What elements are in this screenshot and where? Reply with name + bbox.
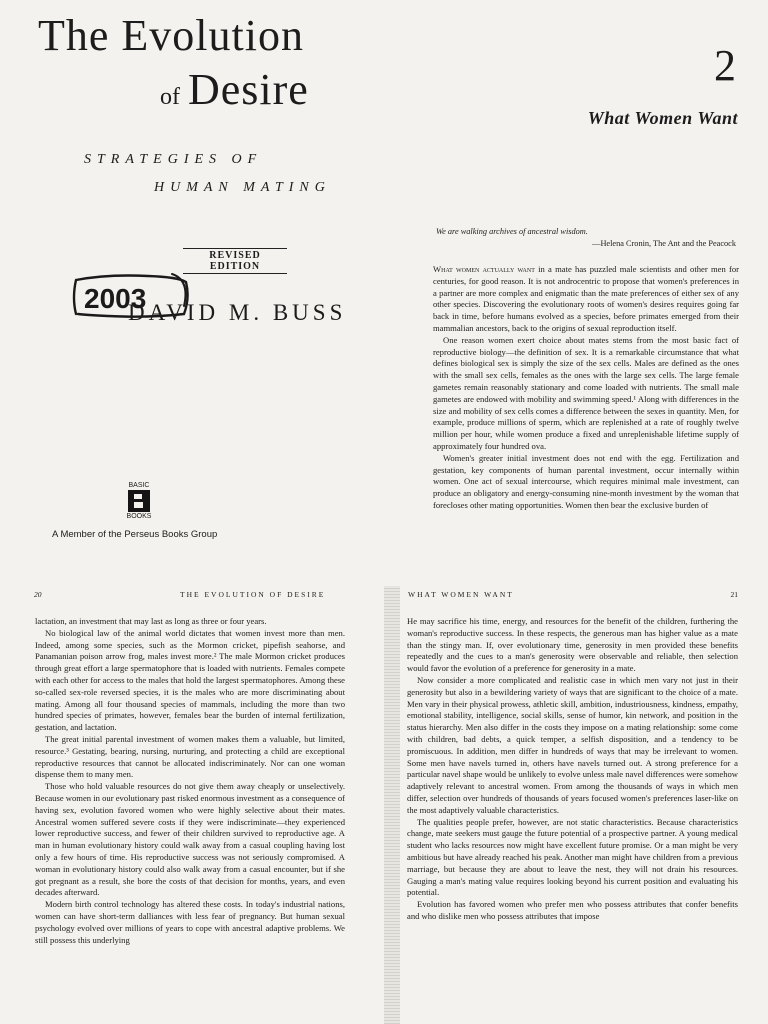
subtitle-line-1: STRATEGIES OF [84,152,263,167]
subtitle-line-2: HUMAN MATING [154,180,331,195]
publisher-logo [124,482,154,520]
paragraph: Modern birth control technology has altered these costs. In today's industrial nations, women can have short-term dalliances with less fear of pregnancy. But human sexual psychology evolved over millions of years to cope with ancestral adaptive problems. We still possess this underlying [35,899,345,945]
page-21 [384,586,768,1024]
paragraph: lactation, an investment that may last as long as three or four years. [35,616,267,626]
running-head: THE EVOLUTION OF DESIRE [180,590,326,599]
page-body-text [35,616,345,946]
scan-gutter-shadow [384,586,400,1024]
epigraph [436,226,736,250]
logo-books-text: BOOKS [126,513,152,520]
epigraph-attribution: —Helena Cronin, The Ant and the Peacock [592,239,736,248]
page-number: 20 [34,590,42,599]
publisher-member-line: A Member of the Perseus Books Group [52,529,218,540]
chapter-title: What Women Want [587,108,738,128]
running-head: WHAT WOMEN WANT [408,590,514,599]
edition-label: REVISED EDITION [183,248,287,274]
author-name: DAVID M. BUSS [128,300,347,325]
paragraph: Now consider a more complicated and realistic case in which men vary not just in their generosity but also in a bewildering variety of ways that are significant to the choice of a mate. Men vary in their physical prowess, athletic skill, ambition, industriousness, kindness, empathy, emotional stability, intelligence, social skills, sense of humor, kin network, and position in the status hierarchy. Men also differ in the costs they impose on a mating relationship: some come with children, bad debts, a quick temper, a selfish disposition, and a tendency to be promiscuous. In addition, men differ in hundreds of ways that may be irrelevant to women. Some men have navels turned in, others have navels turned out. A strong preference for a particular navel shape would be unlikely to evolve unless male navel differences were somehow adaptively relevant to ancestral women. From among the thousands of ways in which men differ, selection over hundreds of thousands of years focused women's preferences laser-like on the most adaptively valuable characteristics. [407,674,738,815]
book-title-line-2 [160,66,309,121]
chapter-opening-page [384,0,768,586]
chapter-number: 2 [714,41,736,90]
book-title-of: of [160,84,180,110]
page-number: 21 [730,590,738,599]
paragraph: Evolution has favored women who prefer men who possess attributes that confer benefits and who dislike men who possess attributes that impose [407,899,738,921]
chapter-body-text [433,264,739,512]
book-title-line-1: The Evolution [38,11,304,60]
handwritten-year-text: 2003 [84,283,147,314]
paragraph: Women's greater initial investment does not end with the egg. Fertilization and gestation, key components of human parental investment, occur internally within women. One act of sexual intercourse, which requires minimal male investment, can produce an obligatory and energy-consuming nine-month investment by the woman that forecloses other mating opportunities. Women then bear the exclusive burden of [433,452,739,510]
paragraph: The great initial parental investment of women makes them a valuable, but limited, resource.³ Gestating, bearing, nursing, nurturing, and protecting a child are exceptional reproductive resources that cannot be allocated indiscriminately. Nor can one woman dispense them to many men. [35,733,345,780]
epigraph-quote: We are walking archives of ancestral wisdom. [436,227,588,236]
paragraph: One reason women exert choice about mates stems from the most basic fact of reproductive biology—the definition of sex. It is a remarkable circumstance that what defines biological sex is simply the size of the sex cells. Males are defined as the ones with the small sex cells, females as the ones with the large sex cells. The large female gametes remain reasonably stationary and come loaded with nutrients. The small male gametes are endowed with mobility and swimming speed.¹ Along with differences in the size and mobility of sex cells comes a difference between the sexes in quantity. Men, for example, produce millions of sperm, which are replenished at a rate of roughly twelve million per hour, while women produce a fixed and unreplenishable lifetime supply of approximately four hundred ova. [433,334,739,451]
page-body-text [407,616,738,923]
opening-small-caps: What women actually want [433,264,535,274]
page-20 [0,586,384,1024]
paragraph: Those who hold valuable resources do not give them away cheaply or unselectively. Because women in our evolutionary past risked enormous investment as a consequence of having sex, evolution favored women who were highly selective about their mates. Ancestral women suffered severe costs if they were indiscriminate—they experienced lower reproductive success, and fewer of their children survived to reproductive age. A man in human evolutionary history could walk away from a casual coupling having lost only a few hours of time. His reproductive success was not seriously compromised. A woman in evolutionary history could also walk away from a casual encounter, but if she got pregnant as a result, she bore the costs of that decision for months, years, and even decades afterward. [35,781,345,898]
paragraph [433,264,739,335]
paragraph: No biological law of the animal world dictates that women invest more than men. Indeed, among some species, such as the Mormon cricket, pipefish seahorse, and Panamanian poison arrow frog, males invest more.² The male Mormon cricket produces through great effort a large spermatophore that is loaded with nutrients. Females compete with each other for access to the males that hold the largest spermatophores. Among these so-called sex-role reversed species, it is the males who are more discriminating about mating. Among all four thousand species of mammals, including the more than two hundred species of primates, however, females bear the burden of internal fertilization, gestation, and lactation. [35,627,345,733]
title-page [0,0,384,586]
book-title-desire: Desire [188,65,309,114]
opening-text: in a mate has puzzled male scientists and other men for centuries, for good reason. It is not androcentric to propose that women's preferences in a partner are more complex and enigmatic than the mate preferences of either sex of any other species. Discovering the evolutionary roots of women's desires requires going far back in time, before humans evolved as a species, before primates emerged from their mammalian ancestors, back to the origins of sexual reproduction itself. [433,264,739,333]
publisher-b-icon [128,490,150,512]
paragraph: He may sacrifice his time, energy, and resources for the benefit of the children, furthering the woman's reproductive success. In these respects, the generous man has higher value as a mate than the stingy man. If, over evolutionary time, generosity in men provided these benefits repeatedly and the cues to a man's generosity were observable and reliable, then selection would favor the evolution of a preference for generosity in a mate. [407,616,738,674]
logo-basic-text: BASIC [128,482,150,489]
paragraph: The qualities people prefer, however, are not static characteristics. Because characteristics change, mate seekers must gauge the future potential of a prospective partner. A young medical student who lacks resources now might have excellent future promise. Or a man might be very ambitious but have already reached his peak. Another man might have children from a previous marriage, but because they are about to leave the nest, they will not drain his resources. Gauging a man's mating value requires looking beyond his current position and evaluating his potential. [407,816,738,898]
